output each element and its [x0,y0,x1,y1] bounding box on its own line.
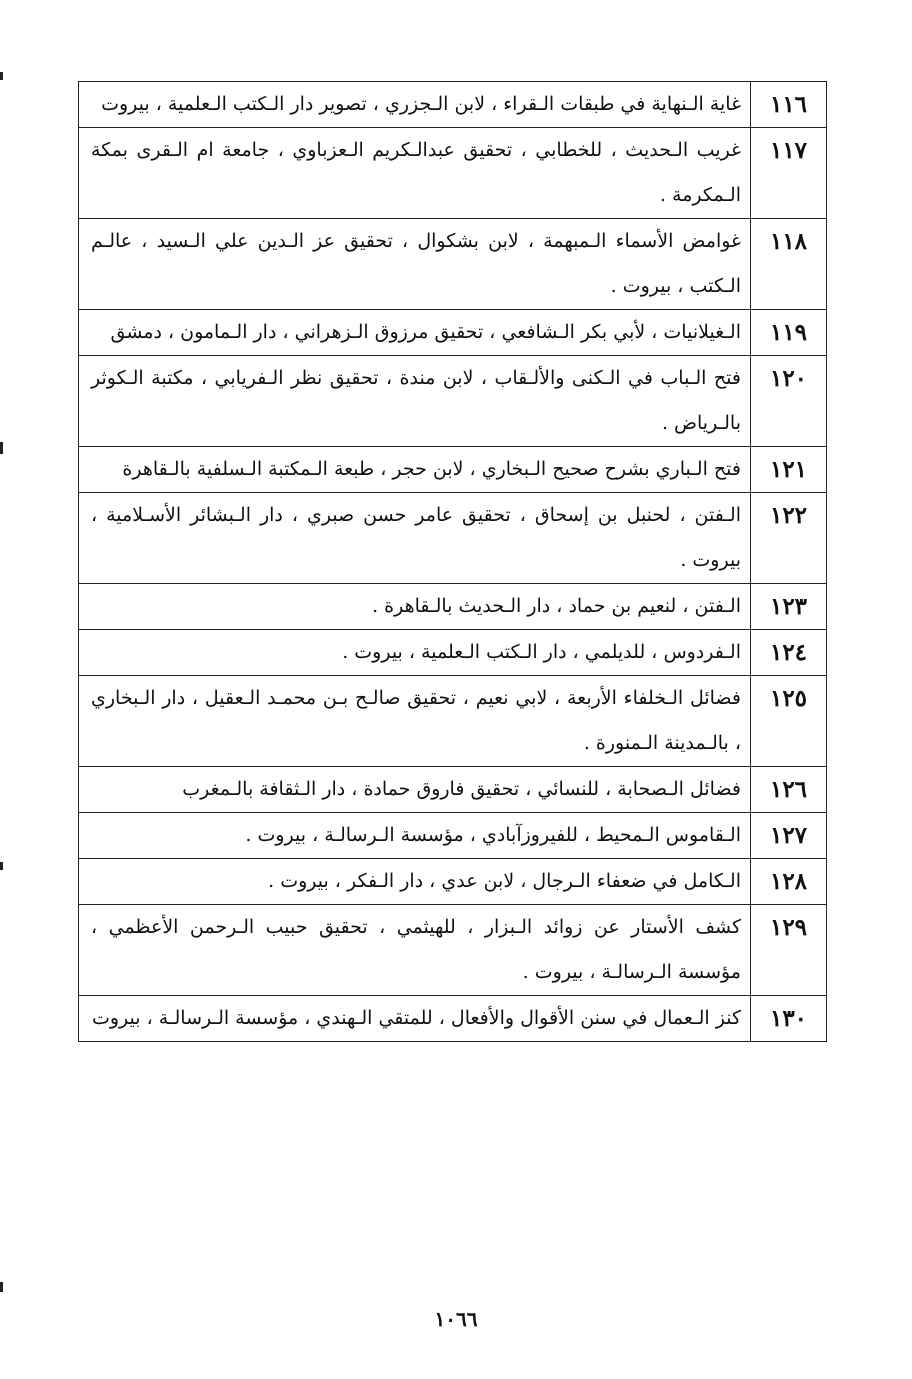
entry-citation: الـفتن ، لنعيم بن حماد ، دار الـحديث بالـقاهرة . [79,584,751,630]
entry-number: ١١٧ [751,128,827,219]
entry-number: ١١٩ [751,310,827,356]
entry-citation: فتح الـباب في الـكنى والألـقاب ، لابن مندة ، تحقيق نظر الـفريابي ، مكتبة الـكوثر بالـرياض . [79,356,751,447]
entry-citation: فضائل الـصحابة ، للنسائي ، تحقيق فاروق حمادة ، دار الـثقافة بالـمغرب [79,767,751,813]
entry-number: ١٢٩ [751,905,827,996]
entry-number: ١٢٥ [751,676,827,767]
table-row [79,813,827,859]
entry-number: ١٣٠ [751,996,827,1042]
entry-number: ١٢٣ [751,584,827,630]
entry-number: ١٢٧ [751,813,827,859]
entry-citation: الـفردوس ، للديلمي ، دار الـكتب الـعلمية ، بيروت . [79,630,751,676]
entry-citation: الـغيلانيات ، لأبي بكر الـشافعي ، تحقيق مرزوق الـزهراني ، دار الـمامون ، دمشق [79,310,751,356]
table-row [79,996,827,1042]
table-row [79,310,827,356]
table-row [79,128,827,219]
entry-citation: غريب الـحديث ، للخطابي ، تحقيق عبدالـكريم الـعزباوي ، جامعة ام الـقرى بمكة الـمكرمة . [79,128,751,219]
table-row [79,82,827,128]
entry-number: ١١٨ [751,219,827,310]
entry-citation: كشف الأستار عن زوائد الـبزار ، للهيثمي ، تحقيق حبيب الـرحمن الأعظمي ، مؤسسة الـرسالـة ، بيروت . [79,905,751,996]
entry-citation: الـفتن ، لحنبل بن إسحاق ، تحقيق عامر حسن صبري ، دار الـبشائر الأسـلامية ، بيروت . [79,493,751,584]
page-number: ١٠٦٦ [434,1307,478,1331]
table-row [79,447,827,493]
entry-citation: فتح الـباري بشرح صحيح الـبخاري ، لابن حجر ، طبعة الـمكتبة الـسلفية بالـقاهرة [79,447,751,493]
entry-number: ١١٦ [751,82,827,128]
scan-edge-mark [0,442,3,454]
table-row [79,219,827,310]
table-row [79,584,827,630]
table-row [79,905,827,996]
table-row [79,767,827,813]
table-row [79,493,827,584]
entry-number: ١٢٨ [751,859,827,905]
entry-citation: كنز الـعمال في سنن الأقوال والأفعال ، للمتقي الـهندي ، مؤسسة الـرسالـة ، بيروت [79,996,751,1042]
entry-citation: فضائل الـخلفاء الأربعة ، لابي نعيم ، تحقيق صالـح بـن محمـد الـعقيل ، دار الـبخاري ، بالـمدينة الـمنورة . [79,676,751,767]
entry-citation: غاية الـنهاية في طبقات الـقراء ، لابن الـجزري ، تصوير دار الـكتب الـعلمية ، بيروت [79,82,751,128]
entry-citation: الـكامل في ضعفاء الـرجال ، لابن عدي ، دار الـفكر ، بيروت . [79,859,751,905]
references-table [78,81,827,1042]
entry-number: ١٢٦ [751,767,827,813]
table-row [79,676,827,767]
scan-edge-mark [0,862,3,870]
entry-number: ١٢٠ [751,356,827,447]
table-row [79,859,827,905]
entry-citation: الـقاموس الـمحيط ، للفيروزآبادي ، مؤسسة الـرسالـة ، بيروت . [79,813,751,859]
scan-edge-mark [0,1282,3,1292]
table-row [79,356,827,447]
entry-number: ١٢٢ [751,493,827,584]
entry-number: ١٢١ [751,447,827,493]
table-row [79,630,827,676]
entry-number: ١٢٤ [751,630,827,676]
entry-citation: غوامض الأسماء الـمبهمة ، لابن بشكوال ، تحقيق عز الـدين علي الـسيد ، عالـم الـكتب ، بيروت . [79,219,751,310]
scan-edge-mark [0,72,3,80]
